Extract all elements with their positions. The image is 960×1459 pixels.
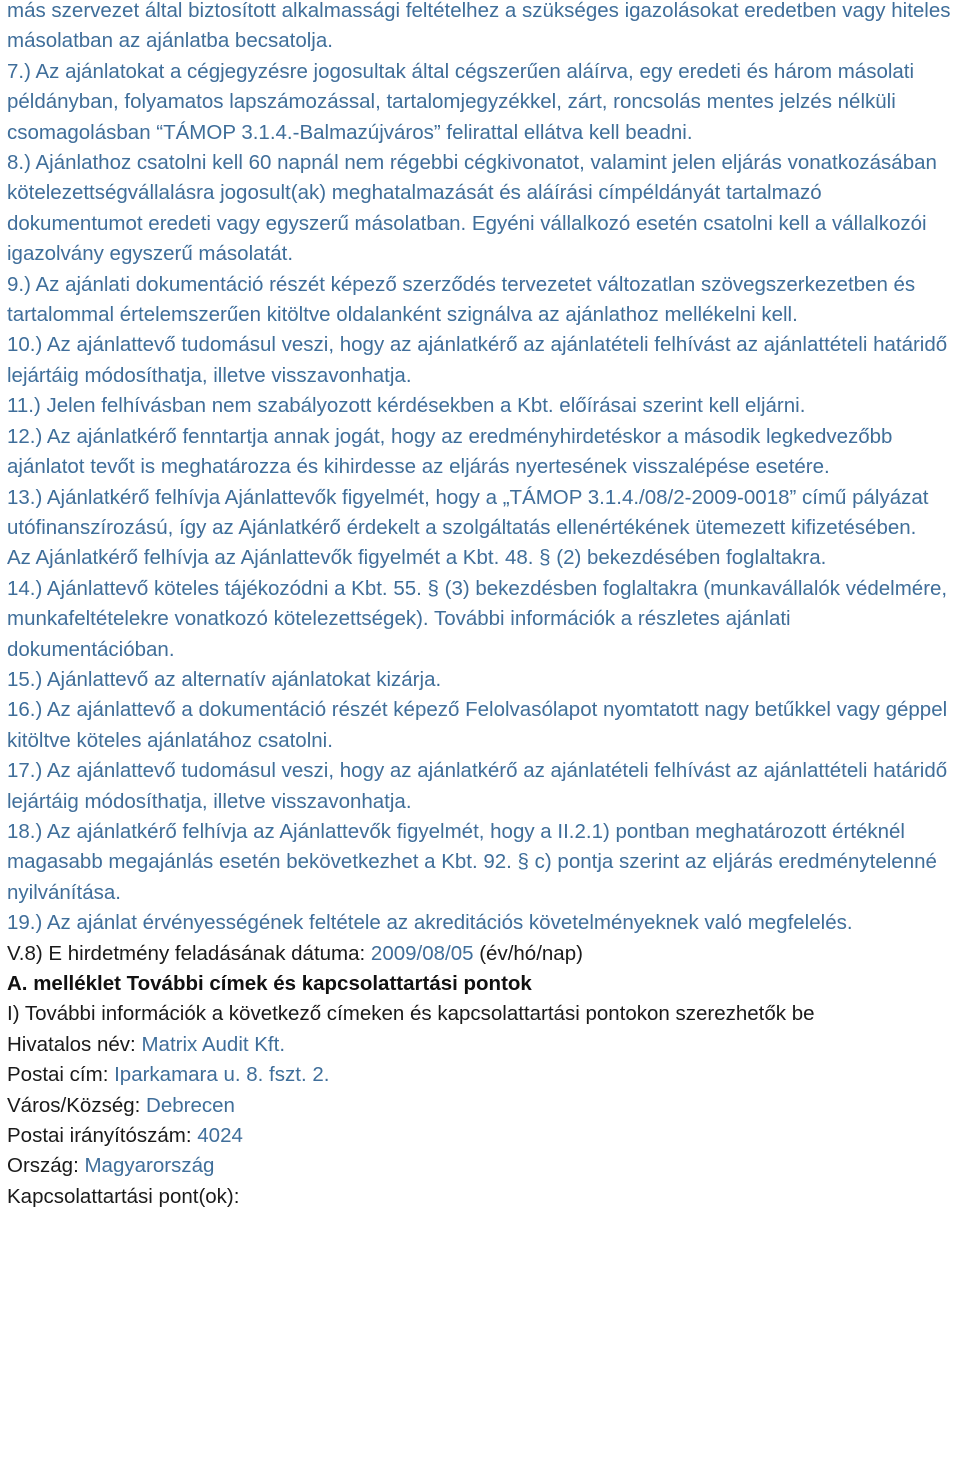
postcode-label: Postai irányítószám:: [7, 1124, 192, 1148]
paragraph-19: 19.) Az ajánlat érvényességének feltétele az akreditációs követelményeknek való megfelelés.: [7, 911, 853, 935]
paragraph-12: 12.) Az ajánlatkérő fenntartja annak jogát, hogy az eredményhirdetéskor a második legkedvezőbb ajánlatot tevőt is meghatározza és kihirdesse az eljárás nyertesének visszalépése esetére.: [7, 424, 893, 479]
dispatch-date-label: V.8) E hirdetmény feladásának dátuma:: [7, 941, 366, 965]
dispatch-date-value: 2009/08/05: [370, 941, 474, 965]
paragraph-intro: más szervezet által biztosított alkalmassági feltételhez a szükséges igazolásokat eredetben vagy hiteles másolatban az ajánlatba becsatolja.: [7, 0, 951, 53]
official-name-value: Matrix Audit Kft.: [141, 1032, 286, 1056]
paragraph-16: 16.) Az ajánlattevő a dokumentáció részét képező Felolvasólapot nyomtatott nagy betűkkel vagy géppel kitöltve köteles ajánlatához csatolni.: [7, 698, 948, 752]
dispatch-date-line: [7, 939, 952, 969]
paragraph-18: 18.) Az ajánlatkérő felhívja az Ajánlattevők figyelmét, hogy a II.2.1) pontban meghatározott értéknél magasabb megajánlás esetén bekövetkezhet a Kbt. 92. § c) pontja szerint az eljárás eredménytelenné nyilvánítása.: [7, 819, 937, 904]
paragraph-11: 11.) Jelen felhívásban nem szabályozott kérdésekben a Kbt. előírásai szerint kell eljárni.: [7, 394, 806, 418]
postal-address-value: Iparkamara u. 8. fszt. 2.: [114, 1063, 330, 1087]
postcode-line: [7, 1121, 952, 1151]
paragraph-14: 14.) Ajánlattevő köteles tájékozódni a Kbt. 55. § (3) bekezdésben foglaltakra (munkavállalók védelmére, munkafeltételekre vonatkozó kötelezettségek). További információk a részletes ajánlati dokumentációban.: [7, 576, 948, 661]
city-label: Város/Község:: [7, 1093, 141, 1117]
paragraph-10: 10.) Az ajánlattevő tudomásul veszi, hogy az ajánlatkérő az ajánlatételi felhívást az ajánlattételi határidő lejártáig módosíthatja, illetve visszavonhatja.: [7, 333, 948, 387]
paragraph-15: 15.) Ajánlattevő az alternatív ajánlatokat kizárja.: [7, 667, 442, 691]
postal-address-line: [7, 1060, 952, 1090]
annex-title: A. melléklet További címek és kapcsolattartási pontok: [7, 972, 532, 995]
city-value: Debrecen: [146, 1093, 235, 1117]
dispatch-date-format: (év/hó/nap): [479, 941, 583, 965]
postal-address-label: Postai cím:: [7, 1063, 109, 1087]
document-body: [7, 0, 952, 1212]
paragraph-17: 17.) Az ajánlattevő tudomásul veszi, hogy az ajánlatkérő az ajánlatételi felhívást az ajánlattételi határidő lejártáig módosíthatja, illetve visszavonhatja.: [7, 759, 948, 813]
country-line: [7, 1151, 952, 1181]
official-name-line: [7, 1030, 952, 1060]
official-name-label: Hivatalos név:: [7, 1032, 136, 1056]
postcode-value: 4024: [197, 1124, 243, 1148]
paragraph-9: 9.) Az ajánlati dokumentáció részét képező szerződés tervezetet változatlan szövegszerkezetben és tartalommal értelemszerűen kitöltve oldalanként szignálva az ajánlathoz mellékelni kell.: [7, 272, 916, 327]
paragraph-7: 7.) Az ajánlatokat a cégjegyzésre jogosultak által cégszerűen aláírva, egy eredeti és három másolati példányban, folyamatos lapszámozással, tartalomjegyzékkel, zárt, roncsolás mentes jelzés nélküli csomagolásban “TÁMOP 3.1.4.-Balmazújváros” felirattal ellátva kell beadni.: [7, 59, 915, 144]
country-value: Magyarország: [84, 1154, 215, 1178]
paragraph-13-note: Az Ajánlatkérő felhívja az Ajánlattevők figyelmét a Kbt. 48. § (2) bekezdésében foglaltakra.: [7, 546, 827, 570]
country-label: Ország:: [7, 1154, 79, 1178]
contact-points-label: Kapcsolattartási pont(ok):: [7, 1184, 240, 1208]
annex-intro: I) További információk a következő címeken és kapcsolattartási pontokon szerezhetők be: [7, 1002, 815, 1026]
paragraph-13: 13.) Ajánlatkérő felhívja Ajánlattevők figyelmét, hogy a „TÁMOP 3.1.4./08/2-2009-0018” című pályázat utófinanszírozású, így az Ajánlatkérő érdekelt a szolgáltatás ellenértékének ütemezett kifizetésében.: [7, 485, 929, 539]
paragraph-8: 8.) Ajánlathoz csatolni kell 60 napnál nem régebbi cégkivonatot, valamint jelen eljárás vonatkozásában kötelezettségvállalásra jogosult(ak) meghatalmazását és aláírási címpéldányát tartalmazó dokumentumot eredeti vagy egyszerű másolatban. Egyéni vállalkozó esetén csatolni kell a vállalkozói igazolvány egyszerű másolatát.: [7, 151, 937, 266]
city-line: [7, 1091, 952, 1121]
